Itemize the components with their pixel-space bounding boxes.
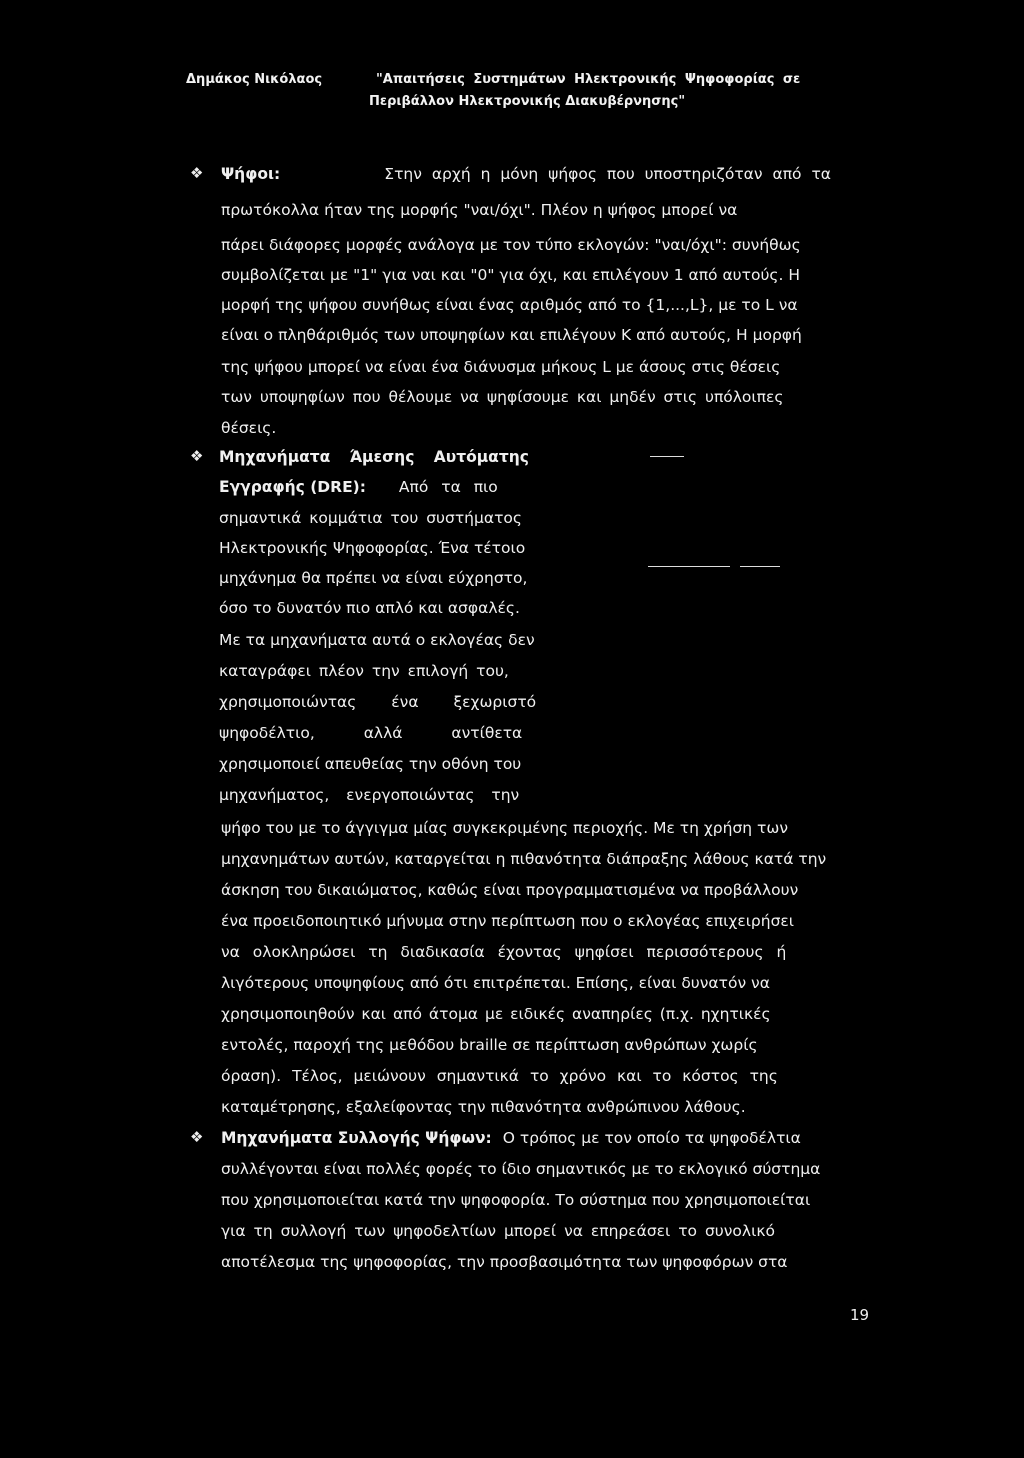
header-title-line1: "Απαιτήσεις Συστημάτων Ηλεκτρονικής Ψηφοφορίας σε	[376, 72, 801, 87]
section2-narrow-line: χρησιμοποιώντας ένα ξεχωριστό	[219, 693, 537, 711]
section2-narrow-line: χρησιμοποιεί απευθείας την οθόνη του	[219, 755, 522, 773]
section1-line: της ψήφου μπορεί να είναι ένα διάνυσμα μήκους L με άσους στις θέσεις	[221, 358, 781, 376]
section1-line: των υποψηφίων που θέλουμε να ψηφίσουμε και μηδέν στις υπόλοιπες	[221, 388, 784, 406]
bullet-icon: ❖	[190, 164, 204, 182]
section2-wide-line: μηχανημάτων αυτών, καταργείται η πιθανότητα διάπραξης λάθους κατά την	[221, 850, 827, 868]
header-author: Δημάκος Νικόλαος	[186, 72, 323, 87]
section2-wide-line: λιγότερους υποψηφίους από ότι επιτρέπεται. Επίσης, είναι δυνατόν να	[221, 974, 770, 992]
section2-narrow-line: ψηφοδέλτιο, αλλά αντίθετα	[219, 724, 523, 742]
section2-wide-line: να ολοκληρώσει τη διαδικασία έχοντας ψηφίσει περισσότερους ή	[221, 943, 787, 961]
section2-wide-line: καταμέτρησης, εξαλείφοντας την πιθανότητα ανθρώπινου λάθους.	[221, 1098, 746, 1116]
page-number: 19	[850, 1306, 870, 1324]
header-title-line2: Περιβάλλον Ηλεκτρονικής Διακυβέρνησης"	[369, 94, 686, 109]
section3-first-line	[221, 1128, 801, 1148]
section1-line: πρωτόκολλα ήταν της μορφής "ναι/όχι". Πλέον η ψήφος μπορεί να	[221, 201, 738, 219]
section2-wide-line: χρησιμοποιηθούν και από άτομα με ειδικές αναπηρίες (π.χ. ηχητικές	[221, 1005, 771, 1023]
section2-narrow-line: Ηλεκτρονικής Ψηφοφορίας. Ένα τέτοιο	[219, 539, 526, 557]
section3-first-line-text: Ο τρόπος με τον οποίο τα ψηφοδέλτια	[502, 1129, 801, 1147]
section2-label-line2-row	[219, 477, 498, 497]
section1-line: μορφή της ψήφου συνήθως είναι ένας αριθμός από το {1,...,L}, με το L να	[221, 296, 798, 314]
section3-line: που χρησιμοποιείται κατά την ψηφοφορία. Το σύστημα που χρησιμοποιείται	[221, 1191, 811, 1209]
section2-narrow-line: Με τα μηχανήματα αυτά ο εκλογέας δεν	[219, 631, 535, 649]
section2-wide-line: εντολές, παροχή της μεθόδου braille σε περίπτωση ανθρώπων χωρίς	[221, 1036, 758, 1054]
section1-line: είναι ο πληθάριθμός των υποψηφίων και επιλέγουν K από αυτούς, Η μορφή	[221, 326, 802, 344]
section1-first-line-text: Στην αρχή η μόνη ψήφος που υποστηριζόταν από τα	[384, 165, 831, 183]
section3-line: αποτέλεσμα της ψηφοφορίας, την προσβασιμότητα των ψηφοφόρων στα	[221, 1253, 788, 1271]
section2-wide-line: ένα προειδοποιητικό μήνυμα στην περίπτωση που ο εκλογέας επιχειρήσει	[221, 912, 795, 930]
section1-line: πάρει διάφορες μορφές ανάλογα με τον τύπο εκλογών: "ναι/όχι": συνήθως	[221, 236, 801, 254]
section3-line: για τη συλλογή των ψηφοδελτίων μπορεί να επηρεάσει το συνολικό	[221, 1222, 775, 1240]
section1-line: συμβολίζεται με "1" για ναι και "0" για όχι, και επιλέγουν 1 από αυτούς. Η	[221, 266, 801, 284]
section2-line2-text: Από τα πιο	[398, 478, 498, 496]
figure-rule	[740, 566, 780, 567]
section3-line: συλλέγονται είναι πολλές φορές το ίδιο σημαντικός με το εκλογικό σύστημα	[221, 1160, 821, 1178]
section2-wide-line: άσκηση του δικαιώματος, καθώς είναι προγραμματισμένα να προβάλλουν	[221, 881, 799, 899]
section2-narrow-line: σημαντικά κομμάτια του συστήματος	[219, 509, 522, 527]
section2-label-line2: Εγγραφής (DRE):	[219, 478, 366, 496]
figure-rule	[650, 456, 684, 457]
section2-narrow-line: μηχάνημα θα πρέπει να είναι εύχρηστο,	[219, 569, 528, 587]
section2-wide-line: ψήφο του με το άγγιγμα μίας συγκεκριμένης περιοχής. Με τη χρήση των	[221, 819, 789, 837]
section1-line: θέσεις.	[221, 419, 277, 437]
section1-label: Ψήφοι:	[221, 165, 281, 183]
section2-label-line1: Μηχανήματα Άμεσης Αυτόματης	[219, 448, 529, 466]
figure-rule	[648, 566, 730, 567]
bullet-icon: ❖	[190, 1128, 204, 1146]
section2-wide-line: όραση). Τέλος, μειώνουν σημαντικά το χρόνο και το κόστος της	[221, 1067, 778, 1085]
bullet-icon: ❖	[190, 447, 204, 465]
section2-narrow-line: όσο το δυνατόν πιο απλό και ασφαλές.	[219, 599, 520, 617]
section2-narrow-line: μηχανήματος, ενεργοποιώντας την	[219, 786, 520, 804]
section1-first-line	[221, 164, 831, 184]
section2-narrow-line: καταγράφει πλέον την επιλογή του,	[219, 662, 509, 680]
section3-label: Μηχανήματα Συλλογής Ψήφων:	[221, 1129, 492, 1147]
